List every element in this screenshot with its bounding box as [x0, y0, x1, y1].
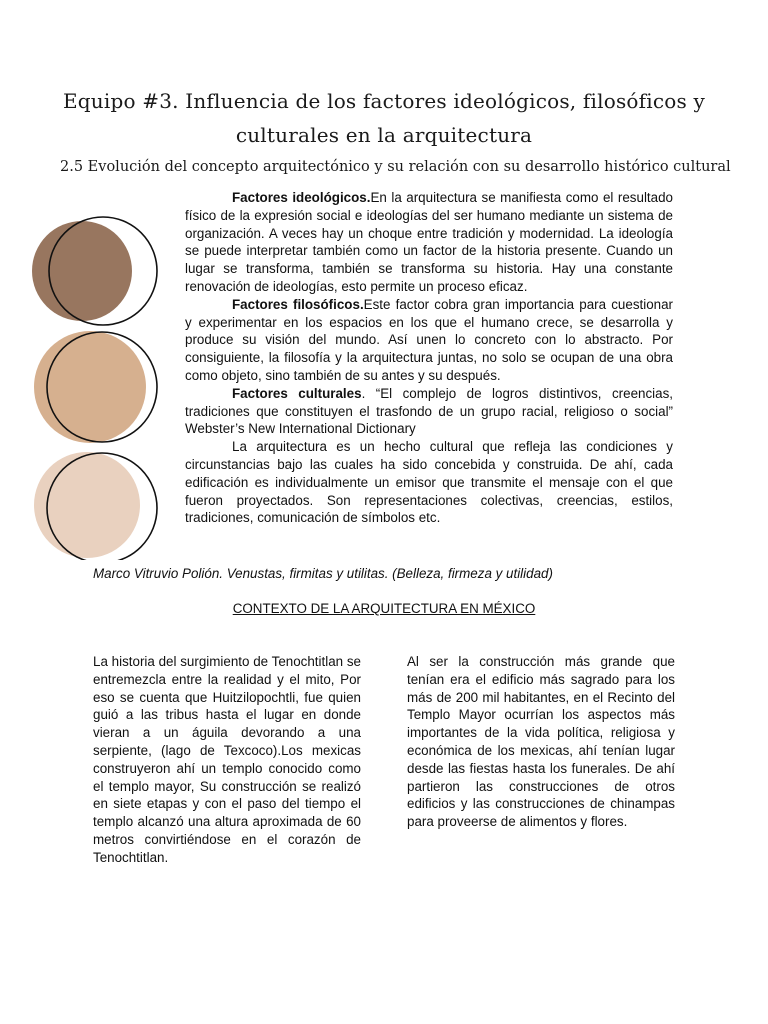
circle-medium	[34, 331, 146, 443]
body-text	[185, 189, 673, 527]
column-right	[407, 653, 675, 831]
circle-dark	[32, 221, 132, 321]
label-ideologicos: Factores ideológicos.	[232, 190, 371, 205]
section-title-text: CONTEXTO DE LA ARQUITECTURA EN MÉXICO	[232, 601, 536, 616]
decorative-circles	[30, 215, 165, 560]
label-culturales: Factores culturales	[232, 385, 362, 401]
label-filosoficos: Factores filosóficos.	[232, 296, 364, 312]
circle-light	[34, 452, 140, 558]
text-culturales: . “El complejo de logros distintivos, creencias, tradiciones que constituyen el trasfondo de un grupo racial, religioso o social” Webster’s New International Dictionary	[185, 385, 673, 437]
document-title: Equipo #3. Influencia de los factores ideológicos, filosóficos y culturales en la arquitectura	[62, 89, 706, 147]
text-ideologicos: En la arquitectura se manifiesta como el resultado físico de la expresión social e ideologías del ser humano mediante un sistema de organización. A veces hay un choque entre tradición y modernidad. La ideología se puede interpretar también como un factor de la historia presente. Cuando un lugar se transforma, también se transforma su historia. Hay una constante renovación de ideologías, esto permite un proceso eficaz.	[185, 190, 673, 294]
paragraph-culturales	[185, 385, 673, 438]
column-left	[93, 653, 361, 867]
document-subtitle: 2.5 Evolución del concepto arquitectónico y su relación con su desarrollo histórico cultural	[60, 159, 731, 175]
paragraph-ideologicos	[185, 189, 673, 296]
paragraph-tenochtitlan: La historia del surgimiento de Tenochtitlan se entremezcla entre la realidad y el mito, Por eso se cuenta que Huitzilopochtli, fue quien guió a las tribus hasta el lugar en donde vieran a un águila devorando a una serpiente, (lago de Texcoco).Los mexicas construyeron ahí un templo conocido como el templo mayor, Su construcción se realizó en siete etapas y con el paso del tiempo el templo alcanzó una altura aproximada de 60 metros convirtiéndose en el corazón de Tenochtitlan.	[93, 654, 361, 865]
paragraph-hecho-cultural: La arquitectura es un hecho cultural que refleja las condiciones y circunstancias bajo las cuales ha sido concebida y construida. De ahí, cada edificación es individualmente un emisor que transmite el mensaje con el que fueron proyectados. Son representaciones colectivas, creencias, estilos, tradiciones, comunicación de símbolos etc.	[185, 439, 673, 526]
paragraph-filosoficos	[185, 296, 673, 385]
section-title	[0, 600, 768, 618]
vitruvio-quote: Marco Vitruvio Polión. Venustas, firmitas y utilitas. (Belleza, firmeza y utilidad)	[93, 566, 553, 581]
text-filosoficos: Este factor cobra gran importancia para cuestionar y experimentar en los espacios en los que el humano crece, se desarrolla y produce su visión del mundo. Así unen lo concreto con lo abstracto. Por consiguiente, la filosofía y la arquitectura juntas, no solo se ocupan de una obra como objeto, sino también de su antes y su después.	[185, 296, 674, 383]
paragraph-templo-mayor: Al ser la construcción más grande que tenían era el edificio más sagrado para los más de 200 mil habitantes, en el Recinto del Templo Mayor ocurrían los aspectos más importantes de la vida política, religiosa y económica de los mexicas, ahí tenían lugar desde las fiestas hasta los funerales. De ahí partieron las construcciones de otros edificios y las construcciones de chinampas para proveerse de alimentos y flores.	[407, 654, 675, 830]
